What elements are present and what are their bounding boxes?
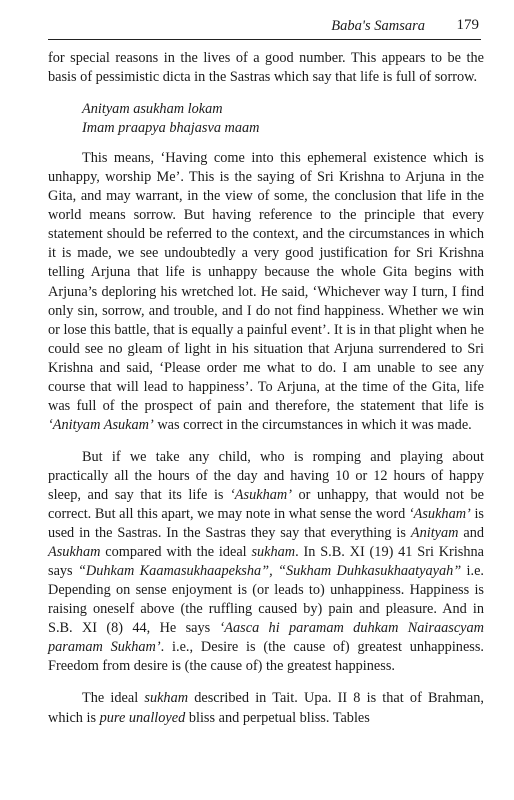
italic-term: pure unalloyed [99, 709, 186, 726]
paragraph-gap [48, 87, 484, 100]
italic-quote: “Duhkam Kaamasukhaapeksha”, “Sukham Duhkasukhaatyayah” [77, 563, 462, 580]
paragraph-ideal-sukham [48, 689, 484, 727]
italic-term: ‘Asukham’ [408, 506, 471, 523]
verse-line-2: Imam praapya bhajasva maam [82, 120, 260, 137]
italic-term: sukham [251, 544, 296, 561]
running-header [48, 17, 481, 40]
text-run: This means, ‘Having come into this ephemeral existence which is unhappy, worship Me’. This is the saying of Sri Krishna to Arjuna in the Gita, and may warrant, in the view of some, the conclusion that life in the world means sorrow. But having reference to the principle that every statement should be referred to the context, and the circumstances in which it is made, we see undoubtedly a very good justification for Sri Krishna telling Arjuna that life is unhappy because the whole Gita begins with Arjuna’s deploring his wretched lot. He said, ‘Whichever way I turn, I find only sin, sorrow, and trouble, and I do not find happiness. Whether we win or lose this battle, that is equally a painful event’. It is in that plight when he could see no gleam of light in his situation that Arjuna surrendered to Sri Krishna and said, ‘Please order me what to do. I am unable to see any course that will lead to happiness’. To Arjuna, at the time of the Gita, life was full of the prospect of pain and therefore, the statement that life is [48, 150, 484, 414]
paragraph-continuation: for special reasons in the lives of a good number. This appears to be the basis of pessimistic dicta in the Sastras which say that life is full of sorrow. [48, 50, 484, 86]
paragraph-gap [48, 138, 484, 149]
italic-term: ‘Anityam Asukam’ [48, 416, 154, 433]
italic-quote: ‘Aasca hi paramam duhkam Nairaascyam paramam Sukham’ [48, 620, 484, 656]
running-title: Baba's Samsara [331, 18, 425, 34]
paragraph-gap [48, 676, 484, 689]
body-text [48, 49, 484, 728]
text-run: and [458, 525, 485, 542]
paragraph-gap [48, 435, 484, 448]
text-run: The ideal [82, 690, 145, 707]
text-run: described in Tait. Upa. II 8 is that of Brahman, which is [48, 690, 484, 726]
text-run: or unhappy, that would not be correct. But all this apart, we may note in what sense the word [48, 486, 484, 523]
text-run: is used in the Sastras. In the Sastras they say that everything is [48, 506, 484, 542]
italic-term: sukham [144, 690, 189, 707]
paragraph-gita-context [48, 149, 484, 435]
sanskrit-verse [82, 100, 484, 138]
text-run: bliss and perpetual bliss. Tables [185, 709, 370, 726]
text-run: But if we take any child, who is romping and playing about practically all the hours of the day and having 10 or 12 hours of happy sleep, and say that its life is [48, 448, 484, 503]
italic-term: Anityam [410, 525, 459, 542]
text-run: compared with the ideal [100, 544, 252, 561]
verse-line-1: Anityam asukham lokam [82, 101, 223, 118]
italic-term: ‘Asukham’ [230, 486, 292, 503]
text-run: was correct in the circumstances in which it was made. [153, 416, 472, 433]
text-run: . In S.B. XI (19) 41 Sri Krishna says [48, 544, 484, 580]
text-run: i.e. Depending on sense enjoyment is (or leads to) unhappiness. Happiness is raising oneself above (the ruffling caused by) pain and pleasure. And in S.B. XI (8) 44, He says [48, 563, 484, 637]
paragraph-asukham [48, 448, 484, 677]
page-number: 179 [456, 17, 479, 33]
text-run: . i.e., Desire is (the cause of) greatest unhappiness. Freedom from desire is (the cause of) the greatest happiness. [48, 639, 484, 675]
italic-term: Asukham [48, 544, 101, 561]
